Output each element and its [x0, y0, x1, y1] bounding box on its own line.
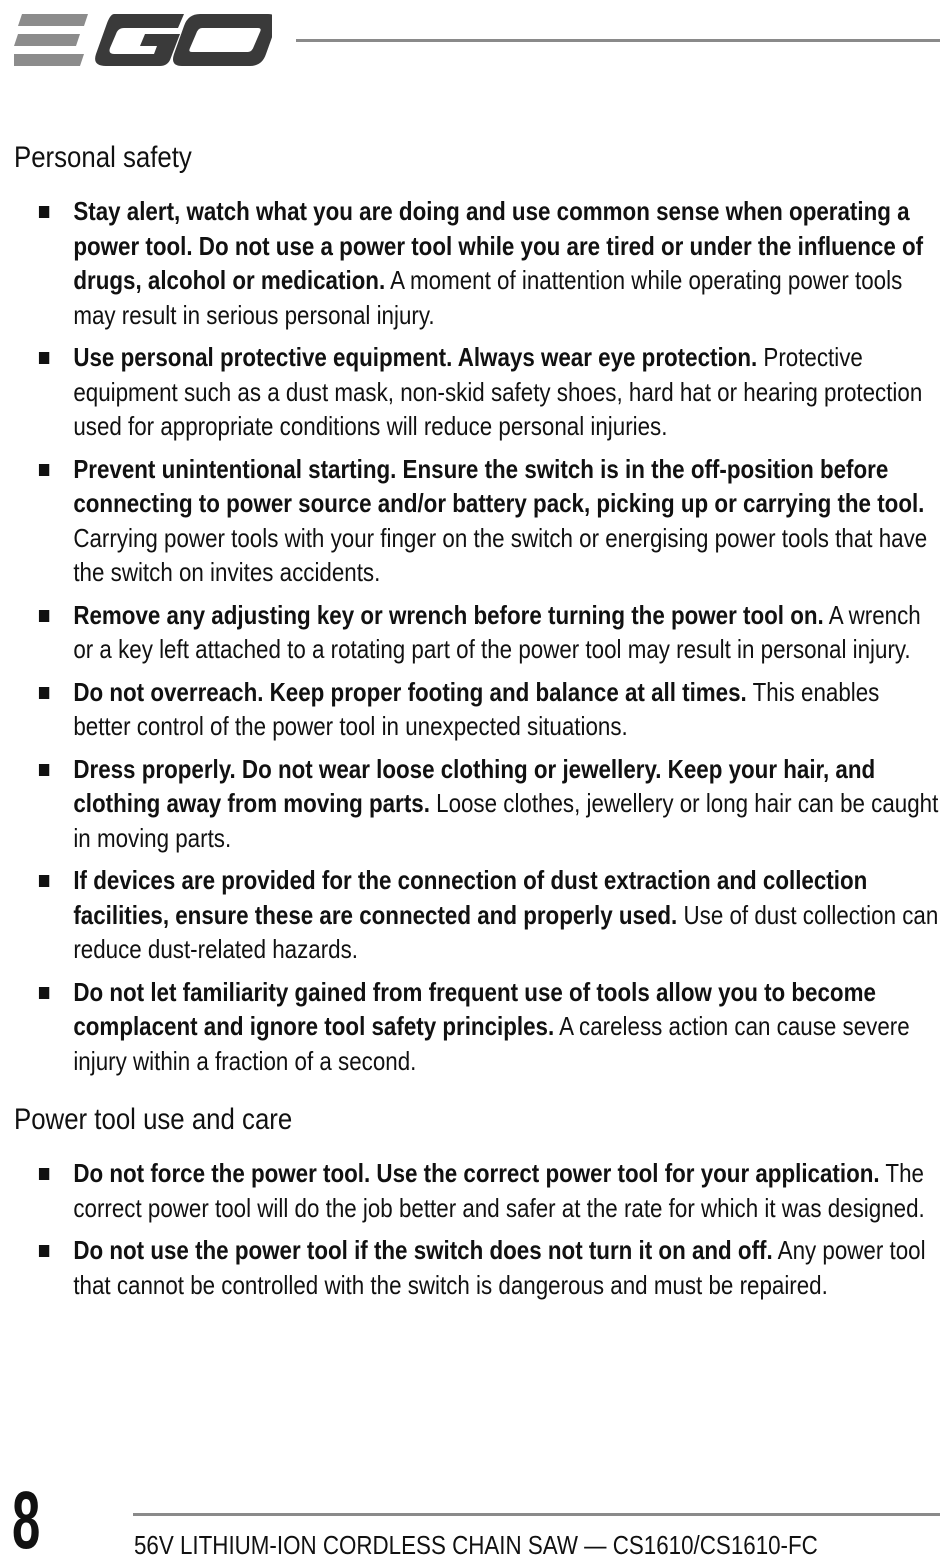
page-number: 8 — [12, 1475, 41, 1566]
square-bullet-icon — [39, 352, 49, 364]
square-bullet-icon — [39, 1168, 49, 1180]
footer-rule — [133, 1513, 940, 1516]
item-text: Protective equipment such as a dust mask, non-skid safety shoes, hard hat or hearing protection used for appropriate conditions will reduce personal injuries. — [73, 342, 923, 441]
square-bullet-icon — [39, 464, 49, 476]
square-bullet-icon — [39, 764, 49, 776]
item-text: Use of dust collection can reduce dust-related hazards. — [73, 899, 939, 964]
list-item — [14, 598, 940, 667]
footer-product-line: 56V LITHIUM-ION CORDLESS CHAIN SAW — CS1610/CS1610-FC — [134, 1530, 818, 1560]
item-text: Loose clothes, jewellery or long hair can be caught in moving parts. — [73, 788, 939, 853]
item-bold-text: Stay alert, watch what you are doing and use common sense when operating a power tool. Do not use a power tool while you are tired or under the influence of drugs, alcohol or medication. — [73, 196, 924, 295]
item-text: The correct power tool will do the job better and safer at the rate for which it was designed. — [73, 1158, 925, 1223]
item-text: This enables better control of the power tool in unexpected situations. — [73, 676, 880, 741]
item-text: A careless action can cause severe injury within a fraction of a second. — [73, 1011, 910, 1076]
list-item — [14, 452, 940, 590]
square-bullet-icon — [39, 610, 49, 622]
section-title: Personal safety — [14, 141, 192, 174]
list-item — [14, 340, 940, 444]
list-item — [14, 675, 940, 744]
square-bullet-icon — [39, 1245, 49, 1257]
ego-logo — [14, 10, 272, 70]
list-item — [14, 194, 940, 332]
square-bullet-icon — [39, 987, 49, 999]
item-bold-text: Do not let familiarity gained from frequent use of tools allow you to become complacent and ignore tool safety principles. — [73, 976, 876, 1041]
list-item — [14, 1233, 940, 1302]
header-rule — [296, 39, 940, 42]
item-text: A moment of inattention while operating power tools may result in serious personal injury. — [73, 265, 903, 330]
content — [14, 138, 939, 1310]
item-bold-text: Do not force the power tool. Use the correct power tool for your application. — [73, 1158, 880, 1188]
square-bullet-icon — [39, 206, 49, 218]
list-item — [14, 1156, 940, 1225]
list-item — [14, 863, 940, 967]
item-bold-text: Do not overreach. Keep proper footing and balance at all times. — [73, 676, 747, 707]
item-text: A wrench or a key left attached to a rotating part of the power tool may result in personal injury. — [73, 599, 921, 664]
list-item — [14, 975, 940, 1079]
item-bold-text: Prevent unintentional starting. Ensure the switch is in the off-position before connecting to power source and/or battery pack, picking up or carrying the tool. — [73, 453, 925, 518]
bullet-list — [14, 1156, 940, 1302]
item-bold-text: Dress properly. Do not wear loose clothing or jewellery. Keep your hair, and clothing away from moving parts. — [73, 753, 876, 818]
item-text: Carrying power tools with your finger on the switch or energising power tools that have the switch on invites accidents. — [73, 522, 928, 587]
page-header — [0, 0, 950, 80]
item-bold-text: Do not use the power tool if the switch does not turn it on and off. — [73, 1235, 773, 1265]
item-text: Any power tool that cannot be controlled with the switch is dangerous and must be repaired. — [73, 1235, 926, 1300]
bullet-list — [14, 194, 940, 1078]
item-bold-text: Use personal protective equipment. Always wear eye protection. — [73, 342, 758, 372]
square-bullet-icon — [39, 687, 49, 699]
square-bullet-icon — [39, 875, 49, 887]
list-item — [14, 752, 940, 856]
section-power-tool-use — [14, 1100, 940, 1302]
item-bold-text: If devices are provided for the connection of dust extraction and collection facilities, ensure these are connected and properly used. — [73, 865, 868, 930]
section-title: Power tool use and care — [14, 1103, 293, 1136]
item-bold-text: Remove any adjusting key or wrench before turning the power tool on. — [73, 599, 824, 630]
section-personal-safety — [14, 138, 940, 1078]
